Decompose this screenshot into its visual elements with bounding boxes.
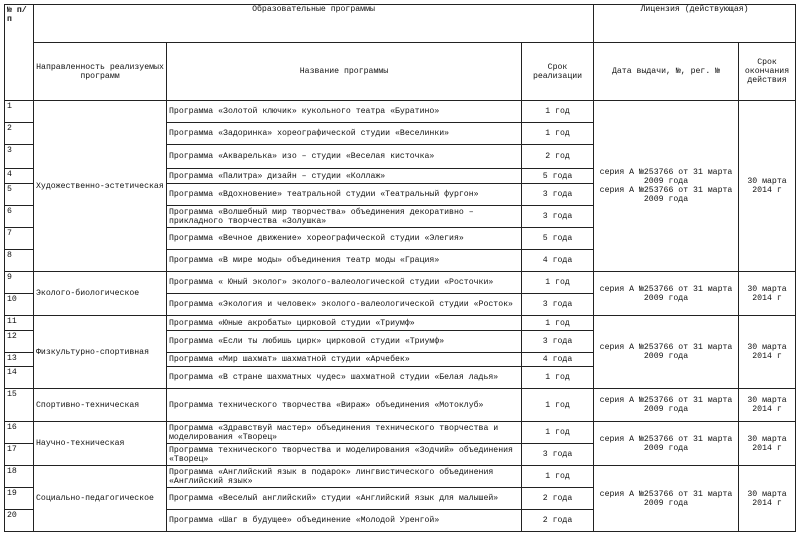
program-term: 1 год [522, 422, 594, 444]
program-term: 4 года [522, 250, 594, 272]
program-name: Программа «Английский язык в подарок» лингвистического объединения «Английский язык» [167, 466, 522, 488]
table-row [5, 389, 796, 422]
program-term: 3 года [522, 331, 594, 353]
row-num: 14 [5, 367, 34, 389]
program-name: Программа «Вдохновение» театральной студии «Театральный фургон» [167, 184, 522, 206]
program-name: Программа « Юный эколог» эколого-валеологической студии «Росточки» [167, 272, 522, 294]
end-date-social: 30 марта 2014 г [739, 466, 796, 532]
header-row-1 [5, 5, 796, 43]
program-term: 1 год [522, 389, 594, 422]
end-date-sci-tech: 30 марта 2014 г [739, 422, 796, 466]
program-name: Программа «Экология и человек» эколого-валеологической студии «Росток» [167, 294, 522, 316]
header-row-2 [5, 43, 796, 101]
direction-eco: Эколого-биологическое [34, 272, 167, 316]
direction-sport: Физкультурно-спортивная [34, 316, 167, 389]
direction-tech-sport: Спортивно-техническая [34, 389, 167, 422]
license-eco: серия А №253766 от 31 марта 2009 года [594, 272, 739, 316]
direction-social: Социально-педагогическое [34, 466, 167, 532]
row-num: 3 [5, 145, 34, 169]
table-row [5, 272, 796, 294]
header-issue-date: Дата выдачи, №, рег. № [594, 43, 739, 101]
row-num: 2 [5, 123, 34, 145]
row-num: 1 [5, 101, 34, 123]
end-date-tech-sport: 30 марта 2014 г [739, 389, 796, 422]
row-num: 13 [5, 353, 34, 367]
header-term: Срок реализации [522, 43, 594, 101]
program-term: 1 год [522, 466, 594, 488]
license-art-a: серия А №253766 от 31 марта 2009 года [599, 168, 733, 186]
program-name: Программа «Золотой ключик» кукольного театра «Буратино» [167, 101, 522, 123]
program-name: Программа «Палитра» дизайн – студии «Коллаж» [167, 169, 522, 184]
end-date-art: 30 марта 2014 г [739, 101, 796, 272]
program-name: Программа «Шаг в будущее» объединение «Молодой Уренгой» [167, 510, 522, 532]
end-date-eco: 30 марта 2014 г [739, 272, 796, 316]
program-name: Программа «Мир шахмат» шахматной студии «Арчебек» [167, 353, 522, 367]
table-row [5, 422, 796, 444]
direction-sci-tech: Научно-техническая [34, 422, 167, 466]
row-num: 9 [5, 272, 34, 294]
program-name: Программа «В мире моды» объединения театр моды «Грация» [167, 250, 522, 272]
program-name: Программа «Задоринка» хореографической студии «Веселинки» [167, 123, 522, 145]
header-num: № п/п [5, 5, 34, 101]
row-num: 7 [5, 228, 34, 250]
programs-table [4, 4, 796, 532]
row-num: 5 [5, 184, 34, 206]
table-row [5, 101, 796, 123]
row-num: 6 [5, 206, 34, 228]
license-art-b: серия А №253766 от 31 марта 2009 года [599, 186, 733, 204]
license-social: серия А №253766 от 31 марта 2009 года [594, 466, 739, 532]
header-program-name: Название программы [167, 43, 522, 101]
row-num: 10 [5, 294, 34, 316]
license-sport: серия А №253766 от 31 марта 2009 года [594, 316, 739, 389]
header-license: Лицензия (действующая) [594, 5, 796, 43]
program-term: 3 года [522, 294, 594, 316]
row-num: 15 [5, 389, 34, 422]
program-name: Программа «В стране шахматных чудес» шахматной студии «Белая ладья» [167, 367, 522, 389]
row-num: 16 [5, 422, 34, 444]
header-end-date: Срок окончания действия [739, 43, 796, 101]
license-art [594, 101, 739, 272]
program-term: 2 года [522, 488, 594, 510]
program-term: 4 года [522, 353, 594, 367]
program-name: Программа «Здравствуй мастер» объединения технического творчества и моделирования «Творец» [167, 422, 522, 444]
program-name: Программа технического творчества и моделирования «Зодчий» объединения «Творец» [167, 444, 522, 466]
program-name: Программа «Волшебный мир творчества» объединения декоративно – прикладного творчества «Золушка» [167, 206, 522, 228]
program-name: Программа «Если ты любишь цирк» цирковой студии «Триумф» [167, 331, 522, 353]
program-name: Программа «Веселый английский» студии «Английский язык для малышей» [167, 488, 522, 510]
license-sci-tech: серия А №253766 от 31 марта 2009 года [594, 422, 739, 466]
program-term: 5 года [522, 169, 594, 184]
end-date-sport: 30 марта 2014 г [739, 316, 796, 389]
program-term: 1 год [522, 316, 594, 331]
program-term: 1 год [522, 367, 594, 389]
program-name: Программа «Юные акробаты» цирковой студии «Триумф» [167, 316, 522, 331]
program-term: 3 года [522, 184, 594, 206]
row-num: 11 [5, 316, 34, 331]
row-num: 19 [5, 488, 34, 510]
program-term: 2 года [522, 510, 594, 532]
row-num: 12 [5, 331, 34, 353]
license-tech-sport: серия А №253766 от 31 марта 2009 года [594, 389, 739, 422]
row-num: 18 [5, 466, 34, 488]
program-term: 3 года [522, 444, 594, 466]
row-num: 4 [5, 169, 34, 184]
program-name: Программа технического творчества «Вираж» объединения «Мотоклуб» [167, 389, 522, 422]
direction-art: Художественно-эстетическая [34, 101, 167, 272]
table-row [5, 466, 796, 488]
program-term: 1 год [522, 123, 594, 145]
program-term: 2 год [522, 145, 594, 169]
program-term: 5 года [522, 228, 594, 250]
row-num: 17 [5, 444, 34, 466]
row-num: 8 [5, 250, 34, 272]
program-name: Программа «Вечное движение» хореографической студии «Элегия» [167, 228, 522, 250]
table-row [5, 316, 796, 331]
header-programs: Образовательные программы [34, 5, 594, 43]
row-num: 20 [5, 510, 34, 532]
program-term: 3 года [522, 206, 594, 228]
program-name: Программа «Акварелька» изо – студии «Веселая кисточка» [167, 145, 522, 169]
program-term: 1 год [522, 101, 594, 123]
program-term: 1 год [522, 272, 594, 294]
header-direction: Направленность реализуемых программ [34, 43, 167, 101]
